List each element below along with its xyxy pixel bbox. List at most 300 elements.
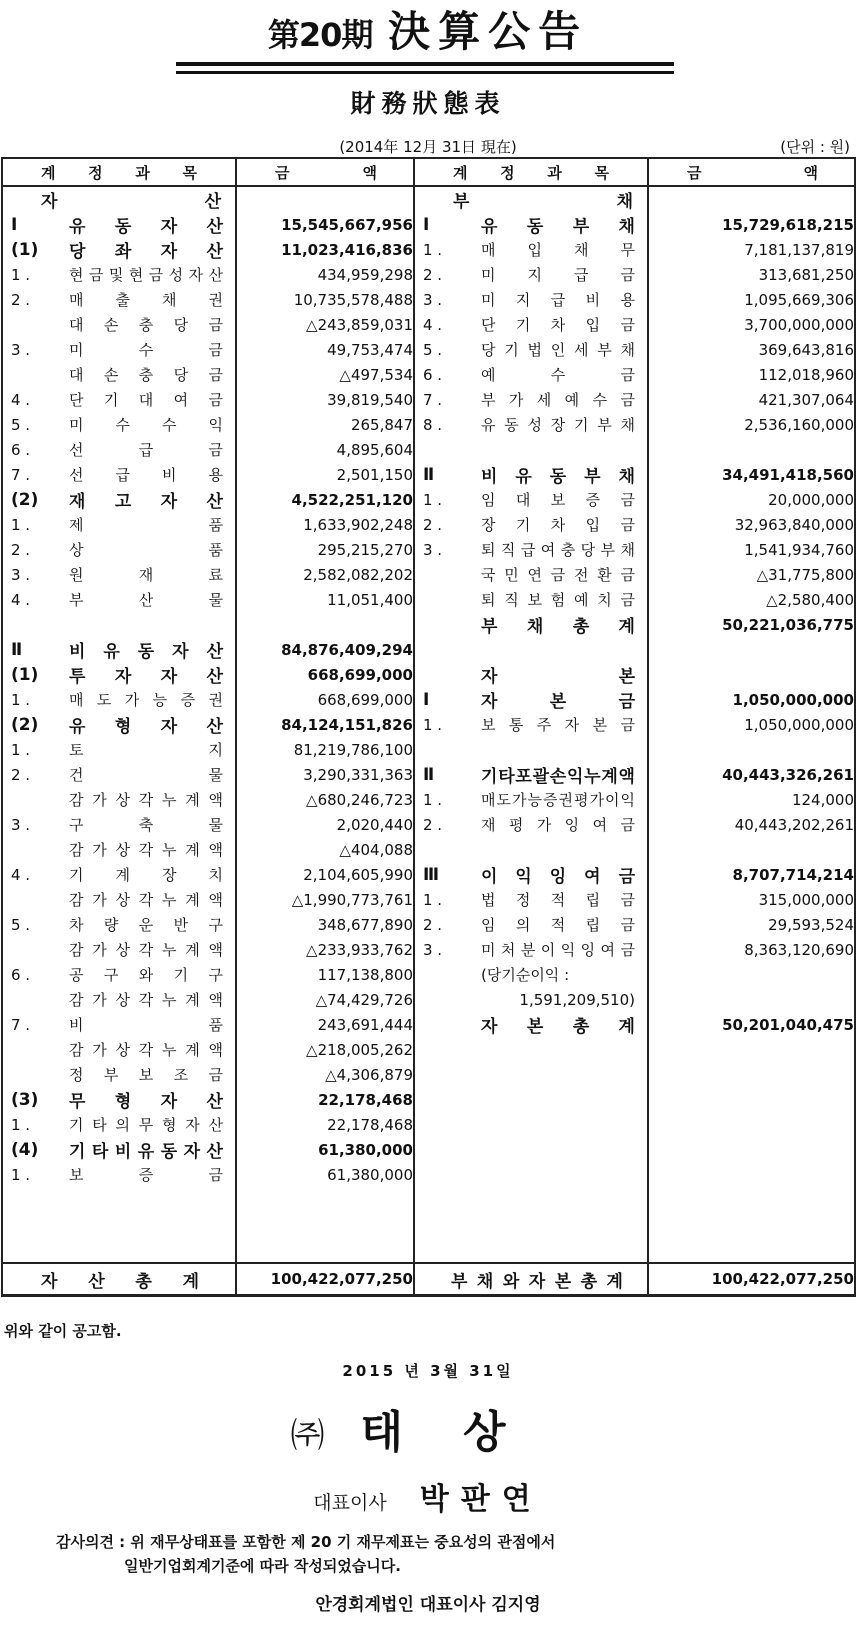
liab-equity-amount-cell: 34,491,418,560 (648, 462, 855, 487)
account-name (69, 237, 235, 262)
liab-equity-amount-cell (648, 1162, 855, 1187)
name-char: 감 (69, 1041, 84, 1059)
name-char: 이 (605, 791, 620, 809)
account-number: 1 . (423, 240, 443, 259)
name-char: 채 (162, 291, 177, 309)
table-row (2, 962, 855, 987)
asset-amount-cell: 295,215,270 (236, 537, 414, 562)
table-row (2, 862, 855, 887)
audit-opinion (56, 1530, 555, 1578)
asset-amount-cell: △4,306,879 (236, 1062, 414, 1087)
name-char: 자 (188, 266, 204, 284)
account-name (69, 939, 235, 960)
name-char: 형 (162, 1116, 177, 1134)
notice-text: 위와 같이 공고함. (4, 1322, 122, 1340)
asset-amount-cell: 22,178,468 (236, 1112, 414, 1137)
name-char: 미 (481, 941, 496, 959)
table-row (2, 512, 855, 537)
liab-equity-account-cell (414, 862, 648, 887)
name-char: 좌 (114, 242, 132, 262)
name-char: 대 (138, 391, 154, 409)
name-char: 타 (92, 1116, 107, 1134)
account-name (69, 1064, 235, 1085)
liab-equity-amount-cell: 315,000,000 (648, 887, 855, 912)
name-char: 와 (502, 1271, 520, 1292)
name-char: 동 (504, 416, 519, 434)
name-char: 제 (69, 516, 84, 534)
table-header-row (2, 158, 855, 186)
name-char: 누 (162, 1041, 177, 1059)
table-row (2, 1062, 855, 1087)
name-char: 기 (515, 316, 531, 334)
corporation-mark: ㈜ (290, 1416, 325, 1456)
name-char: 충 (138, 366, 154, 384)
name-char: 익 (515, 867, 532, 887)
name-char: 채 (574, 241, 589, 259)
name-char: 증 (585, 491, 601, 509)
account-name (69, 789, 235, 810)
table-row (2, 462, 855, 487)
name-char: 매 (481, 241, 496, 259)
name-char: 감 (69, 991, 84, 1009)
asset-amount-cell: 10,735,578,488 (236, 287, 414, 312)
account-number: 2 . (423, 515, 443, 534)
name-char: 유 (515, 467, 532, 487)
name-char: 본 (554, 1271, 572, 1292)
name-char: 금 (618, 692, 635, 712)
name-char: 계 (185, 791, 200, 809)
asset-amount-cell: 1,633,902,248 (236, 512, 414, 537)
col-header-amount-right (648, 158, 855, 186)
liab-equity-amount-cell: 313,681,250 (648, 262, 855, 287)
liab-equity-account-cell (414, 487, 648, 512)
name-char: 권 (208, 691, 223, 709)
name-char: 금 (208, 1166, 223, 1184)
ceo-name: 박판연 (419, 1482, 543, 1517)
name-char: 포 (515, 767, 532, 787)
account-name (69, 339, 235, 360)
asset-amount-cell: 84,124,151,826 (236, 712, 414, 737)
name-char: 대 (69, 366, 84, 384)
table-row (2, 687, 855, 712)
name-char: 채 (620, 416, 635, 434)
account-name (69, 564, 235, 585)
name-char: 여 (173, 391, 189, 409)
name-char: 본 (618, 667, 635, 687)
liab-equity-amount-cell (648, 437, 855, 462)
liab-equity-amount-cell: 1,541,934,760 (648, 537, 855, 562)
liab-equity-amount-cell: 15,729,618,215 (648, 212, 855, 237)
asset-account-cell (2, 487, 236, 512)
account-number: 1 . (11, 690, 31, 709)
name-char: 구 (69, 816, 84, 834)
liab-equity-account-cell (414, 512, 648, 537)
account-number: 3 . (11, 340, 31, 359)
account-name (481, 991, 647, 1009)
name-char: 운 (138, 916, 154, 934)
table-row (2, 287, 855, 312)
account-name (69, 1087, 235, 1112)
account-number: Ⅱ (423, 464, 435, 485)
account-number: 1 . (423, 715, 443, 734)
table-row (2, 1112, 855, 1137)
name-char: 목 (594, 163, 609, 182)
name-char: 익 (566, 767, 584, 787)
asset-account-cell (2, 787, 236, 812)
name-char: 급 (138, 441, 154, 459)
name-char: 여 (540, 541, 556, 559)
asset-account-cell (2, 412, 236, 437)
liab-equity-account-cell (414, 1062, 648, 1087)
name-char: 금 (88, 266, 104, 284)
account-name (69, 464, 235, 485)
name-char: 품 (208, 516, 223, 534)
name-char: 산 (138, 591, 154, 609)
liab-equity-account-cell (414, 1037, 648, 1062)
name-char: 매 (481, 791, 496, 809)
liab-equity-amount-cell: 20,000,000 (648, 487, 855, 512)
asset-account-cell (2, 762, 236, 787)
asset-account-cell (2, 362, 236, 387)
liab-equity-amount-cell (648, 962, 855, 987)
name-char: 산 (204, 192, 221, 212)
name-char: 가 (92, 1041, 107, 1059)
name-char: 익 (620, 791, 635, 809)
table-row (2, 337, 855, 362)
name-char: 괄 (532, 767, 549, 787)
name-char: 비 (69, 642, 86, 662)
account-number: Ⅱ (423, 764, 435, 785)
asset-amount-cell: △243,859,031 (236, 312, 414, 337)
name-char: 보 (550, 491, 566, 509)
table-row (2, 1137, 855, 1162)
asset-account-cell (2, 212, 236, 237)
name-char: 계 (185, 941, 200, 959)
liab-equity-account-cell (414, 337, 648, 362)
name-char: 상 (115, 891, 130, 909)
name-char: 계 (453, 163, 468, 182)
name-char: 총 (572, 617, 590, 637)
statement-title: 財務狀態表 (350, 89, 506, 118)
title-rule-bottom (176, 71, 674, 74)
table-row (2, 212, 855, 237)
asset-amount-cell: 84,876,409,294 (236, 637, 414, 662)
name-char: 예 (574, 591, 589, 609)
asset-account-cell (2, 287, 236, 312)
name-char: 법 (481, 891, 496, 909)
name-char: 가 (124, 691, 140, 709)
account-number: 3 . (423, 540, 443, 559)
name-char: 채 (618, 467, 635, 487)
asset-amount-cell: 2,501,150 (236, 462, 414, 487)
account-name (481, 762, 647, 787)
account-number: 1 . (11, 740, 31, 759)
name-char: 누 (162, 841, 177, 859)
company-name-block (0, 1396, 856, 1460)
name-char: 급 (550, 291, 566, 309)
asset-amount-cell: 668,699,000 (236, 662, 414, 687)
section-header-row (2, 186, 855, 212)
account-number: 1 . (11, 1165, 31, 1184)
title-rule-top (176, 62, 674, 66)
name-char: 채 (616, 192, 633, 212)
liab-equity-account-cell (414, 362, 648, 387)
name-char: 계 (182, 1271, 199, 1292)
asset-account-cell (2, 262, 236, 287)
liab-equity-account-cell (414, 212, 648, 237)
account-name (69, 637, 235, 662)
name-char: 본 (549, 692, 567, 712)
currency-unit: (단위 : 원) (780, 138, 850, 156)
name-char: 부 (451, 1271, 468, 1292)
name-char: 전 (574, 566, 589, 584)
asset-amount-cell: 4,895,604 (236, 437, 414, 462)
name-char: 동 (549, 467, 567, 487)
table-row (2, 1037, 855, 1062)
name-char: 형 (114, 717, 132, 737)
table-row (2, 1162, 855, 1187)
name-char: 현 (128, 266, 144, 284)
liab-equity-amount-cell: 124,000 (648, 787, 855, 812)
name-char: 자 (183, 1142, 201, 1162)
liab-equity-amount-cell: 2,536,160,000 (648, 412, 855, 437)
name-char: 금 (208, 1066, 223, 1084)
account-name (481, 462, 647, 487)
liab-equity-account-cell (414, 312, 648, 337)
name-char: 동 (114, 217, 132, 237)
name-char: 총 (135, 1271, 152, 1292)
name-char: 금 (620, 316, 635, 334)
name-char: 지 (527, 266, 542, 284)
name-char: 선 (69, 441, 84, 459)
name-char: 토 (69, 741, 84, 759)
liab-equity-account-cell (414, 587, 648, 612)
liab-equity-account-cell (414, 1012, 648, 1037)
liab-equity-account-cell (414, 912, 648, 937)
name-char: 당 (69, 242, 86, 262)
name-char: 잉 (564, 816, 580, 834)
name-char: 계 (606, 1271, 623, 1292)
name-char: 증 (180, 691, 196, 709)
name-char: 물 (208, 591, 223, 609)
name-char: 상 (115, 941, 130, 959)
name-char: 급 (520, 541, 536, 559)
asset-amount-cell (236, 612, 414, 637)
name-char: 잉 (549, 867, 567, 887)
name-char: 반 (173, 916, 189, 934)
name-char: 당 (173, 316, 189, 334)
name-char: 자 (160, 217, 178, 237)
name-char: 정 (515, 891, 531, 909)
name-char: 자 (528, 1271, 546, 1292)
account-number: 3 . (11, 815, 31, 834)
table-row (2, 262, 855, 287)
account-number: 4 . (11, 590, 31, 609)
name-char: 자 (564, 716, 580, 734)
account-name (69, 289, 235, 310)
name-char: 자 (114, 667, 132, 687)
account-number: Ⅰ (423, 689, 430, 710)
account-number: 6 . (11, 440, 31, 459)
asset-account-cell (2, 312, 236, 337)
name-char: 직 (500, 541, 516, 559)
name-char: 총 (572, 1017, 590, 1037)
name-char: 매 (69, 291, 84, 309)
account-name (481, 212, 647, 237)
asset-amount-cell: 61,380,000 (236, 1137, 414, 1162)
name-char: 감 (69, 791, 84, 809)
account-number: (2) (11, 714, 39, 735)
table-row (2, 762, 855, 787)
account-number: 3 . (11, 565, 31, 584)
auditor-signature: 안경회계법인 대표이사 김지영 (315, 1595, 541, 1615)
name-char: 채 (476, 1271, 494, 1292)
name-char: 기 (515, 516, 531, 534)
name-char: 계 (618, 617, 635, 637)
account-name (481, 364, 647, 385)
name-char: 감 (69, 941, 84, 959)
liab-equity-account-cell (414, 612, 648, 637)
name-char: 가 (92, 841, 107, 859)
asset-account-cell (2, 462, 236, 487)
name-char: 차 (550, 516, 566, 534)
name-char: 민 (504, 566, 519, 584)
name-char: 장 (162, 866, 177, 884)
asset-amount-cell: 81,219,786,100 (236, 737, 414, 762)
name-char: 상 (115, 841, 130, 859)
name-char: 금 (620, 816, 635, 834)
name-char: 부 (572, 217, 590, 237)
name-char: 예 (481, 366, 496, 384)
liab-equity-account-cell (414, 1087, 648, 1112)
name-char: 수 (115, 416, 130, 434)
name-char: 연 (527, 566, 542, 584)
name-char: 금 (620, 366, 635, 384)
name-char: 정 (88, 163, 103, 182)
liab-equity-account-cell (414, 562, 648, 587)
asset-amount-cell: 61,380,000 (236, 1162, 414, 1187)
liab-equity-account-cell (414, 712, 648, 737)
asset-amount-cell: 15,545,667,956 (236, 212, 414, 237)
account-name: (당기순이익 : (481, 966, 570, 984)
name-char: 금 (208, 441, 223, 459)
liab-equity-amount-cell (648, 662, 855, 687)
liab-equity-account-cell (414, 937, 648, 962)
name-char: 주 (536, 716, 552, 734)
name-char: 금 (620, 491, 635, 509)
account-name (69, 889, 235, 910)
name-char: 원 (69, 566, 84, 584)
name-char: 자 (160, 667, 178, 687)
name-char: 자 (160, 1092, 178, 1112)
name-char: 유 (481, 416, 496, 434)
name-char: 유 (103, 642, 120, 662)
account-number: 2 . (423, 915, 443, 934)
name-char: 동 (526, 217, 544, 237)
account-name (481, 687, 647, 712)
asset-account-cell (2, 337, 236, 362)
account-name (481, 939, 647, 960)
account-number: 7 . (11, 1015, 31, 1034)
name-char: 입 (585, 516, 601, 534)
asset-account-cell (2, 387, 236, 412)
asset-amount-cell: 22,178,468 (236, 1087, 414, 1112)
name-char: 여 (592, 816, 608, 834)
name-char: 지 (208, 741, 223, 759)
asset-account-cell (2, 512, 236, 537)
name-char: 세 (536, 391, 552, 409)
name-char: 금 (208, 316, 223, 334)
name-char: 비 (114, 1142, 132, 1162)
account-number: Ⅰ (423, 214, 430, 235)
table-row (2, 437, 855, 462)
account-number: 2 . (11, 765, 31, 784)
table-row (2, 937, 855, 962)
name-char: 가 (92, 991, 107, 1009)
name-char: 수 (162, 416, 177, 434)
asset-amount-cell: △404,088 (236, 837, 414, 862)
table-row (2, 1012, 855, 1037)
table-row (2, 412, 855, 437)
name-char: 이 (481, 867, 498, 887)
account-number: 1 . (423, 490, 443, 509)
account-number: 1 . (423, 890, 443, 909)
asset-account-cell (2, 912, 236, 937)
name-char: 형 (114, 1092, 132, 1112)
asset-amount-cell: 668,699,000 (236, 687, 414, 712)
name-char: 잉 (580, 941, 596, 959)
asset-account-cell (2, 987, 236, 1012)
asset-account-cell (2, 712, 236, 737)
account-number: 2 . (423, 265, 443, 284)
col-header-account-left (2, 158, 236, 186)
name-char: 액 (208, 891, 223, 909)
name-char: 계 (185, 991, 200, 1009)
liab-equity-amount-cell: 1,050,000,000 (648, 712, 855, 737)
audit-opinion-line-2: 일반기업회계기준에 따라 작성되었습니다. (124, 1557, 401, 1575)
account-number: 1 . (11, 1115, 31, 1134)
asset-account-cell (2, 237, 236, 262)
name-char: 상 (115, 1041, 130, 1059)
liab-equity-amount-cell: 1,050,000,000 (648, 687, 855, 712)
name-char: 부 (481, 391, 496, 409)
account-name (69, 389, 235, 410)
name-char: 세 (574, 341, 589, 359)
liab-equity-amount-cell: 40,443,326,261 (648, 762, 855, 787)
name-char: 단 (481, 316, 496, 334)
name-char: 본 (526, 1017, 544, 1037)
account-name (481, 914, 647, 935)
name-char: 법 (527, 341, 542, 359)
name-char: 권 (558, 791, 573, 809)
liab-equity-account-cell (414, 987, 648, 1012)
name-char: 계 (185, 1041, 200, 1059)
name-char: 성 (527, 416, 542, 434)
liab-equity-account-cell (414, 637, 648, 662)
name-char: 액 (803, 163, 818, 182)
account-name (69, 689, 235, 710)
name-char: 적 (550, 891, 566, 909)
name-char: 비 (162, 466, 177, 484)
name-char: 재 (138, 566, 154, 584)
name-char: 예 (564, 391, 580, 409)
name-char: 각 (138, 941, 154, 959)
col-header-account-right (414, 158, 648, 186)
liab-equity-account-cell (414, 762, 648, 787)
name-char: 부 (481, 617, 498, 637)
name-char: 채 (618, 217, 635, 237)
account-name (69, 439, 235, 460)
